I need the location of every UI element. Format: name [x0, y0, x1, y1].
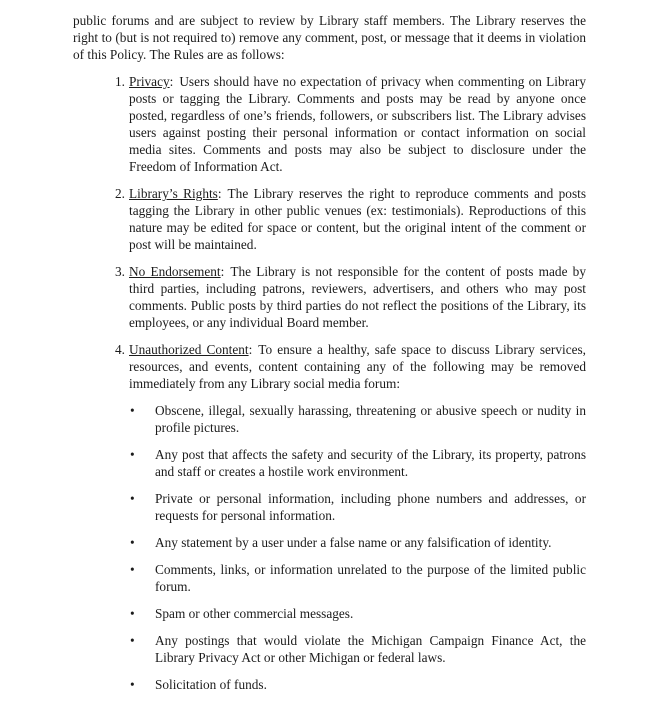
rule-label: No Endorsement — [129, 264, 221, 279]
rule-number: 4. — [115, 342, 125, 357]
rule-item — [73, 185, 586, 253]
bullet-text: Any statement by a user under a false name or any falsification of identity. — [155, 535, 552, 550]
rule-text: Users should have no expectation of privacy when commenting on Library posts or tagging the Library. Comments and posts may be read by anyone once posted, regardless of one’s friends, followers, or subscribers list. The Library advises users against posting their personal information or contact information on social media sites. Comments and posts may also be subject to disclosure under the Freedom of Information Act. — [129, 74, 586, 174]
rule-item — [73, 263, 586, 331]
bullet-dot-icon: • — [130, 491, 135, 506]
rule-text: The Library reserves the right to reproduce comments and posts tagging the Library in other public venues (ex: testimonials). Reproductions of this nature may be edited for space or content, but the original intent of the comment or post will be maintained. — [129, 186, 586, 252]
document-page — [73, 12, 586, 703]
rule-number: 2. — [115, 186, 125, 201]
bullet-text: Obscene, illegal, sexually harassing, threatening or abusive speech or nudity in profile pictures. — [155, 403, 586, 435]
bullet-text: Spam or other commercial messages. — [155, 606, 354, 621]
rule-colon: : — [217, 186, 222, 201]
unauthorized-content-list — [73, 402, 586, 693]
list-item — [73, 605, 586, 622]
rule-label: Library’s Rights — [129, 186, 218, 201]
rule-item — [73, 341, 586, 392]
list-item — [73, 676, 586, 693]
rule-text: The Library is not responsible for the content of posts made by third parties, including patrons, reviewers, advertisers, and others who may post comments. Public posts by third parties do not reflect the positions of the Library, its employees, or any individual Board member. — [129, 264, 586, 330]
rule-label: Privacy — [129, 74, 170, 89]
bullet-dot-icon: • — [130, 562, 135, 577]
bullet-text: Solicitation of funds. — [155, 677, 267, 692]
bullet-dot-icon: • — [130, 606, 135, 621]
bullet-text: Private or personal information, including phone numbers and addresses, or requests for personal information. — [155, 491, 586, 523]
bullet-dot-icon: • — [130, 403, 135, 418]
rule-text: To ensure a healthy, safe space to discuss Library services, resources, and events, content containing any of the following may be removed immediately from any Library social media forum: — [129, 342, 586, 391]
rule-label: Unauthorized Content — [129, 342, 249, 357]
list-item — [73, 561, 586, 595]
rules-list — [73, 73, 586, 392]
list-item — [73, 632, 586, 666]
intro-paragraph: public forums and are subject to review by Library staff members. The Library reserves the right to (but is not required to) remove any comment, post, or message that it deems in violation of this Policy. The Rules are as follows: — [73, 13, 586, 62]
list-item — [73, 534, 586, 551]
bullet-dot-icon: • — [130, 535, 135, 550]
rule-number: 1. — [115, 74, 125, 89]
rule-colon: : — [248, 342, 253, 357]
list-item — [73, 446, 586, 480]
rule-item — [73, 73, 586, 175]
list-item — [73, 402, 586, 436]
bullet-dot-icon: • — [130, 677, 135, 692]
rule-colon: : — [220, 264, 225, 279]
bullet-text: Any postings that would violate the Michigan Campaign Finance Act, the Library Privacy Act or other Michigan or federal laws. — [155, 633, 586, 665]
bullet-text: Comments, links, or information unrelated to the purpose of the limited public forum. — [155, 562, 586, 594]
rule-colon: : — [169, 74, 174, 89]
bullet-dot-icon: • — [130, 633, 135, 648]
bullet-text: Any post that affects the safety and security of the Library, its property, patrons and staff or creates a hostile work environment. — [155, 447, 586, 479]
rule-number: 3. — [115, 264, 125, 279]
bullet-dot-icon: • — [130, 447, 135, 462]
list-item — [73, 490, 586, 524]
